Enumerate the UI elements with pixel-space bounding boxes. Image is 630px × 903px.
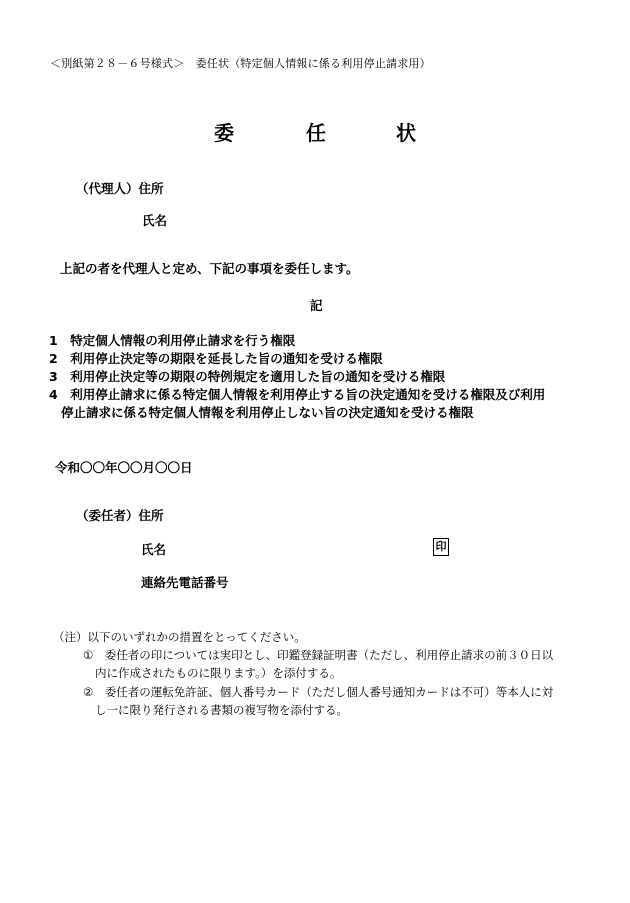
seal-mark: 印	[433, 538, 449, 556]
principal-phone-label: 連絡先電話番号	[141, 575, 229, 590]
form-header: ＜別紙第２８－６号様式＞ 委任状（特定個人情報に係る利用停止請求用）	[50, 57, 431, 70]
authority-item-2: 2 利用停止決定等の期限を延長した旨の通知を受ける権限	[49, 351, 383, 366]
authority-item-4-continued: 停止請求に係る特定個人情報を利用停止しない旨の決定通知を受ける権限	[61, 405, 474, 420]
note-1-line-1: ① 委任者の印については実印とし、印鑑登録証明書（ただし、利用停止請求の前３０日以	[83, 648, 554, 662]
agent-address-label: （代理人）住所	[76, 181, 164, 196]
note-1-line-2: 内に作成されたものに限ります。）を添付する。	[95, 666, 342, 680]
title-char-1: 委	[214, 121, 234, 145]
title-char-2: 任	[306, 121, 326, 145]
principal-address-label: （委任者）住所	[76, 508, 164, 523]
note-2-line-1: ② 委任者の運転免許証、個人番号カード（ただし個人番号通知カードは不可）等本人に対	[83, 685, 554, 699]
note-lead: （注）以下のいずれかの措置をとってください。	[53, 630, 306, 644]
authority-item-3: 3 利用停止決定等の期限の特例規定を適用した旨の通知を受ける権限	[49, 369, 446, 384]
authority-item-4: 4 利用停止請求に係る特定個人情報を利用停止する旨の決定通知を受ける権限及び利用	[49, 387, 546, 402]
authority-item-1: 1 特定個人情報の利用停止請求を行う権限	[49, 333, 296, 348]
note-2-line-2: し一に限り発行される書類の複写物を添付する。	[95, 703, 348, 717]
principal-name-label: 氏名	[141, 542, 167, 557]
agent-name-label: 氏名	[142, 213, 168, 228]
ki-label: 記	[310, 298, 323, 313]
title-char-3: 状	[396, 121, 416, 145]
date-field: 令和〇〇年〇〇月〇〇日	[55, 460, 193, 475]
delegation-intro: 上記の者を代理人と定め、下記の事項を委任します。	[60, 261, 359, 276]
